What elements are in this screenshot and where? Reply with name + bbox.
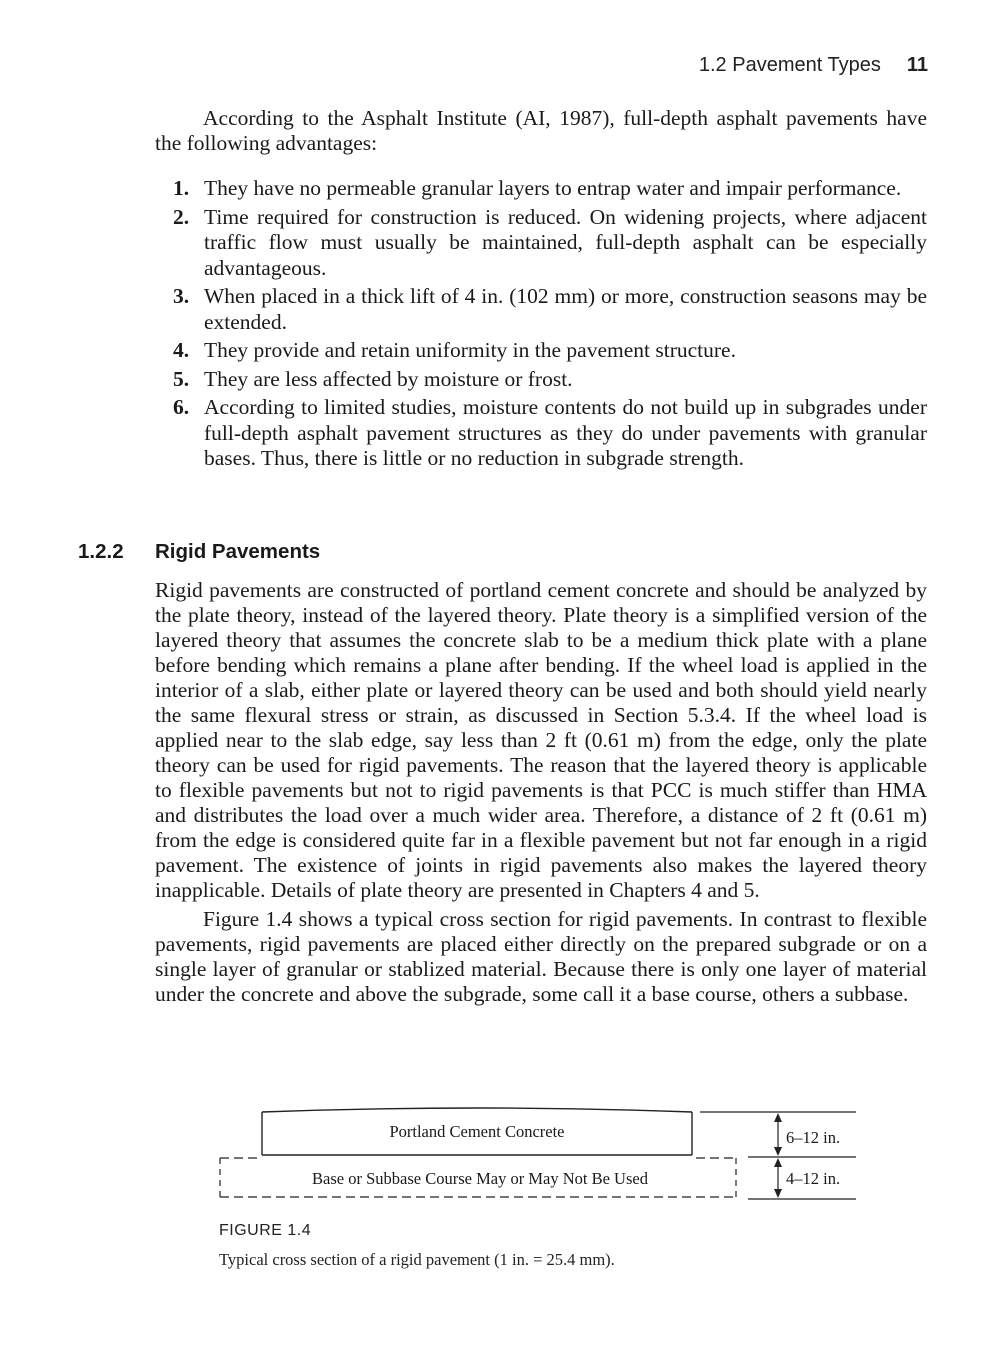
list-item-number: 4.: [173, 338, 190, 362]
list-item-number: 6.: [173, 395, 190, 419]
arrow-up-icon: [774, 1113, 782, 1122]
list-item-number: 2.: [173, 204, 190, 229]
arrow-down-icon: [774, 1147, 782, 1156]
body-paragraph-2: Figure 1.4 shows a typical cross section for rigid pavements. In contrast to flexible pavements, rigid pavements are placed either directly on the prepared subgrade or on a single layer of granular or stablized material. Because there is only one layer of material under the concrete and above the subgrade, some call it a base course, others a subbase.: [155, 907, 927, 1006]
list-item-text: When placed in a thick lift of 4 in. (102 mm) or more, construction seasons may be extended.: [204, 284, 927, 334]
layer-label-base: Base or Subbase Course May or May Not Be Used: [312, 1169, 648, 1188]
layer-label-concrete: Portland Cement Concrete: [389, 1122, 565, 1141]
dimension-label-bottom: 4–12 in.: [786, 1169, 841, 1188]
dimension-label-top: 6–12 in.: [786, 1128, 841, 1147]
list-item-text: They are less affected by moisture or frost.: [204, 366, 573, 391]
list-item-text: They have no permeable granular layers to entrap water and impair performance.: [204, 176, 902, 200]
running-head-section: 1.2 Pavement Types: [698, 54, 881, 76]
list-item-number: 5.: [173, 366, 190, 391]
list-item-text: Time required for construction is reduced. On widening projects, where adjacent traffic flow must usually be maintained, full-depth asphalt can be especially advantageous.: [204, 204, 927, 280]
page-number: 11: [906, 54, 928, 76]
figure-caption: Typical cross section of a rigid pavement (1 in. = 25.4 mm).: [219, 1250, 615, 1269]
list-item-number: 3.: [173, 284, 190, 308]
list-item-text: According to limited studies, moisture contents do not build up in subgrades under full-depth asphalt pavement structures as they do under pavements with granular bases. Thus, there is little or no reduction in subgrade strength.: [204, 395, 927, 470]
section-title: Rigid Pavements: [155, 540, 321, 563]
section-number: 1.2.2: [78, 540, 124, 563]
slab-top-line: [262, 1108, 692, 1112]
figure-label: FIGURE 1.4: [219, 1222, 312, 1239]
arrow-up-icon: [774, 1158, 782, 1167]
body-paragraph-1: Rigid pavements are constructed of portland cement concrete and should be analyzed by the plate theory, instead of the layered theory. Plate theory is a simplified version of the layered theory that assumes the concrete slab to be a medium thick plate with a plane before bending which remains a plane after bending. If the wheel load is applied in the interior of a slab, either plate or layered theory can be used and both should yield nearly the same flexural stress or strain, as discussed in Section 5.3.4. If the wheel load is applied near to the slab edge, say less than 2 ft (0.61 m) from the edge, only the plate theory can be used for rigid pavements. The reason that the layered theory is applicable to flexible pavements but not to rigid pavements is that PCC is much stiffer than HMA and distributes the load over a much wider area. Therefore, a distance of 2 ft (0.61 m) from the edge is considered quite far in a flexible pavement but not far enough in a rigid pavement. The existence of joints in rigid pavements also makes the layered theory inapplicable. Details of plate theory are presented in Chapters 4 and 5.: [155, 578, 927, 902]
list-item-text: They provide and retain uniformity in the pavement structure.: [204, 338, 736, 362]
intro-paragraph: According to the Asphalt Institute (AI, 1987), full-depth asphalt pavements have the following advantages:: [155, 106, 927, 155]
list-item-number: 1.: [173, 176, 190, 200]
arrow-down-icon: [774, 1189, 782, 1198]
